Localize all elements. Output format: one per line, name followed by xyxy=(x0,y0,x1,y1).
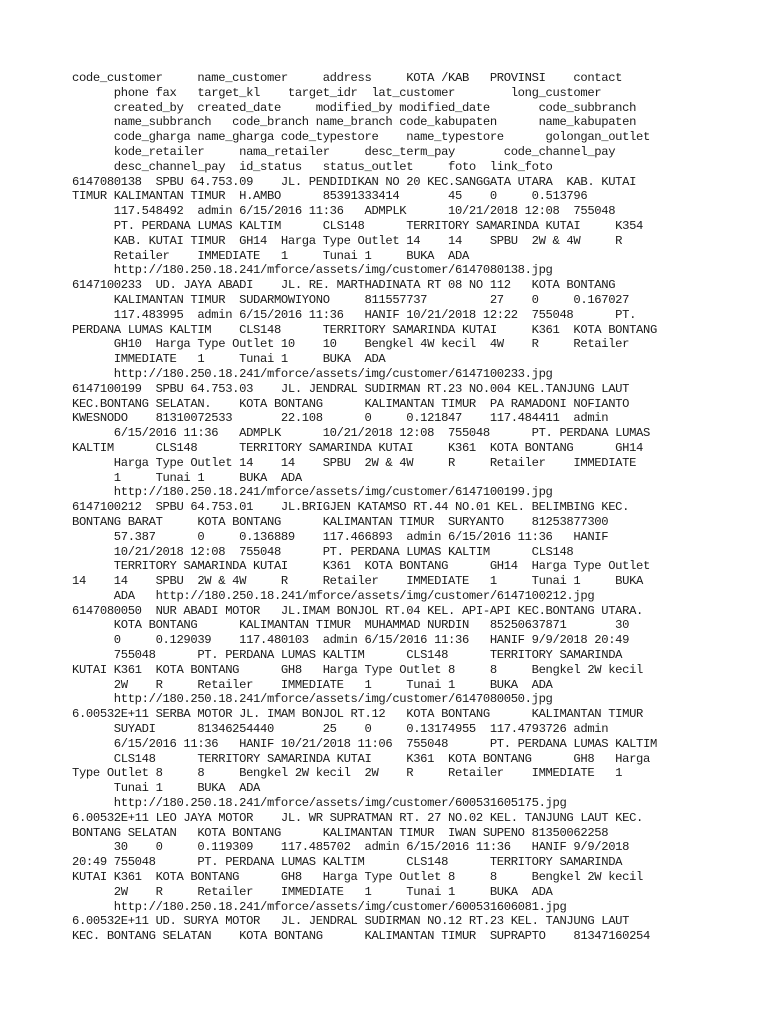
customer-data-text xyxy=(72,71,762,944)
text-line: IMMEDIATE 1 Tunai 1 BUKA ADA xyxy=(72,352,386,367)
text-line: SUYADI 81346254440 25 0 0.13174955 117.4793726 admin xyxy=(72,722,609,737)
text-line: http://180.250.18.241/mforce/assets/img/customer/600531605175.jpg xyxy=(72,796,567,811)
text-line: 6.00532E+11 UD. SURYA MOTOR JL. JENDRAL SUDIRMAN NO.12 RT.23 KEL. TANJUNG LAUT xyxy=(72,914,630,929)
text-line: KAB. KUTAI TIMUR GH14 Harga Type Outlet 14 14 SPBU 2W & 4W R xyxy=(72,233,623,248)
text-line: KWESNODO 81310072533 22.108 0 0.121847 117.484411 admin xyxy=(72,411,609,426)
text-line: ADA http://180.250.18.241/mforce/assets/img/customer/6147100212.jpg xyxy=(72,588,595,603)
text-line: http://180.250.18.241/mforce/assets/img/customer/6147100233.jpg xyxy=(72,366,553,381)
text-line: 755048 PT. PERDANA LUMAS KALTIM CLS148 TERRITORY SAMARINDA xyxy=(72,648,623,663)
text-line: http://180.250.18.241/mforce/assets/img/customer/600531606081.jpg xyxy=(72,899,567,914)
text-line: KALIMANTAN TIMUR SUDARMOWIYONO 811557737 27 0 0.167027 xyxy=(72,292,630,307)
text-line: GH10 Harga Type Outlet 10 10 Bengkel 4W kecil 4W R Retailer xyxy=(72,337,630,352)
text-line: 6147080138 SPBU 64.753.09 JL. PENDIDIKAN NO 20 KEC.SANGGATA UTARA KAB. KUTAI xyxy=(72,174,637,189)
text-line: Retailer IMMEDIATE 1 Tunai 1 BUKA ADA xyxy=(72,248,469,263)
text-line: 6.00532E+11 SERBA MOTOR JL. IMAM BONJOL RT.12 KOTA BONTANG KALIMANTAN TIMUR xyxy=(72,707,644,722)
text-line: 6.00532E+11 LEO JAYA MOTOR JL. WR SUPRATMAN RT. 27 NO.02 KEL. TANJUNG LAUT KEC. xyxy=(72,810,644,825)
text-line: KEC. BONTANG SELATAN KOTA BONTANG KALIMANTAN TIMUR SUPRAPTO 81347160254 xyxy=(72,929,650,944)
text-line: PERDANA LUMAS KALTIM CLS148 TERRITORY SAMARINDA KUTAI K361 KOTA BONTANG xyxy=(72,322,657,337)
text-line: PT. PERDANA LUMAS KALTIM CLS148 TERRITORY SAMARINDA KUTAI K354 xyxy=(72,218,644,233)
text-line: 57.387 0 0.136889 117.466893 admin 6/15/2016 11:36 HANIF xyxy=(72,529,609,544)
text-line: 2W R Retailer IMMEDIATE 1 Tunai 1 BUKA ADA xyxy=(72,677,553,692)
text-line: KUTAI K361 KOTA BONTANG GH8 Harga Type Outlet 8 8 Bengkel 2W kecil xyxy=(72,662,644,677)
text-line: 117.483995 admin 6/15/2016 11:36 HANIF 10/21/2018 12:22 755048 PT. xyxy=(72,307,637,322)
text-line: Type Outlet 8 8 Bengkel 2W kecil 2W R Retailer IMMEDIATE 1 xyxy=(72,766,623,781)
text-line: name_subbranch code_branch name_branch code_kabupaten name_kabupaten xyxy=(72,115,637,130)
text-line: 0 0.129039 117.480103 admin 6/15/2016 11:36 HANIF 9/9/2018 20:49 xyxy=(72,633,630,648)
text-line: 10/21/2018 12:08 755048 PT. PERDANA LUMAS KALTIM CLS148 xyxy=(72,544,574,559)
text-line: 6147080050 NUR ABADI MOTOR JL.IMAM BONJOL RT.04 KEL. API-API KEC.BONTANG UTARA. xyxy=(72,603,644,618)
text-line: 6147100212 SPBU 64.753.01 JL.BRIGJEN KATAMSO RT.44 NO.01 KEL. BELIMBING KEC. xyxy=(72,500,630,515)
text-line: 30 0 0.119309 117.485702 admin 6/15/2016 11:36 HANIF 9/9/2018 xyxy=(72,840,630,855)
text-line: created_by created_date modified_by modified_date code_subbranch xyxy=(72,100,637,115)
text-line: BONTANG SELATAN KOTA BONTANG KALIMANTAN TIMUR IWAN SUPENO 81350062258 xyxy=(72,825,609,840)
text-line: phone fax target_kl target_idr lat_customer long_customer xyxy=(72,85,602,100)
text-line: BONTANG BARAT KOTA BONTANG KALIMANTAN TIMUR SURYANTO 81253877300 xyxy=(72,514,609,529)
text-line: KEC.BONTANG SELATAN. KOTA BONTANG KALIMANTAN TIMUR PA RAMADONI NOFIANTO xyxy=(72,396,630,411)
text-line: http://180.250.18.241/mforce/assets/img/customer/6147080138.jpg xyxy=(72,263,553,278)
text-line: Tunai 1 BUKA ADA xyxy=(72,781,261,796)
text-line: 14 14 SPBU 2W & 4W R Retailer IMMEDIATE 1 Tunai 1 BUKA xyxy=(72,574,644,589)
text-line: code_customer name_customer address KOTA /KAB PROVINSI contact xyxy=(72,71,623,85)
text-line: KALTIM CLS148 TERRITORY SAMARINDA KUTAI K361 KOTA BONTANG GH14 xyxy=(72,440,644,455)
text-line: 117.548492 admin 6/15/2016 11:36 ADMPLK 10/21/2018 12:08 755048 xyxy=(72,204,616,219)
text-line: 20:49 755048 PT. PERDANA LUMAS KALTIM CLS148 TERRITORY SAMARINDA xyxy=(72,855,623,870)
text-line: desc_channel_pay id_status status_outlet foto link_foto xyxy=(72,159,553,174)
text-line: 2W R Retailer IMMEDIATE 1 Tunai 1 BUKA ADA xyxy=(72,884,553,899)
text-line: 1 Tunai 1 BUKA ADA xyxy=(72,470,302,485)
text-line: TIMUR KALIMANTAN TIMUR H.AMBO 85391333414 45 0 0.513796 xyxy=(72,189,588,204)
text-line: kode_retailer nama_retailer desc_term_pay code_channel_pay xyxy=(72,144,616,159)
text-line: http://180.250.18.241/mforce/assets/img/customer/6147080050.jpg xyxy=(72,692,553,707)
text-line: TERRITORY SAMARINDA KUTAI K361 KOTA BONTANG GH14 Harga Type Outlet xyxy=(72,559,650,574)
text-line: KUTAI K361 KOTA BONTANG GH8 Harga Type Outlet 8 8 Bengkel 2W kecil xyxy=(72,870,644,885)
text-line: 6/15/2016 11:36 HANIF 10/21/2018 11:06 755048 PT. PERDANA LUMAS KALTIM xyxy=(72,736,657,751)
text-line: 6147100233 UD. JAYA ABADI JL. RE. MARTHADINATA RT 08 NO 112 KOTA BONTANG xyxy=(72,278,616,293)
text-line: Harga Type Outlet 14 14 SPBU 2W & 4W R Retailer IMMEDIATE xyxy=(72,455,637,470)
text-line: code_gharga name_gharga code_typestore name_typestore golongan_outlet xyxy=(72,130,650,145)
text-line: http://180.250.18.241/mforce/assets/img/customer/6147100199.jpg xyxy=(72,485,553,500)
text-line: 6/15/2016 11:36 ADMPLK 10/21/2018 12:08 755048 PT. PERDANA LUMAS xyxy=(72,426,650,441)
text-line: 6147100199 SPBU 64.753.03 JL. JENDRAL SUDIRMAN RT.23 NO.004 KEL.TANJUNG LAUT xyxy=(72,381,630,396)
text-line: CLS148 TERRITORY SAMARINDA KUTAI K361 KOTA BONTANG GH8 Harga xyxy=(72,751,650,766)
text-line: KOTA BONTANG KALIMANTAN TIMUR MUHAMMAD NURDIN 85250637871 30 xyxy=(72,618,630,633)
